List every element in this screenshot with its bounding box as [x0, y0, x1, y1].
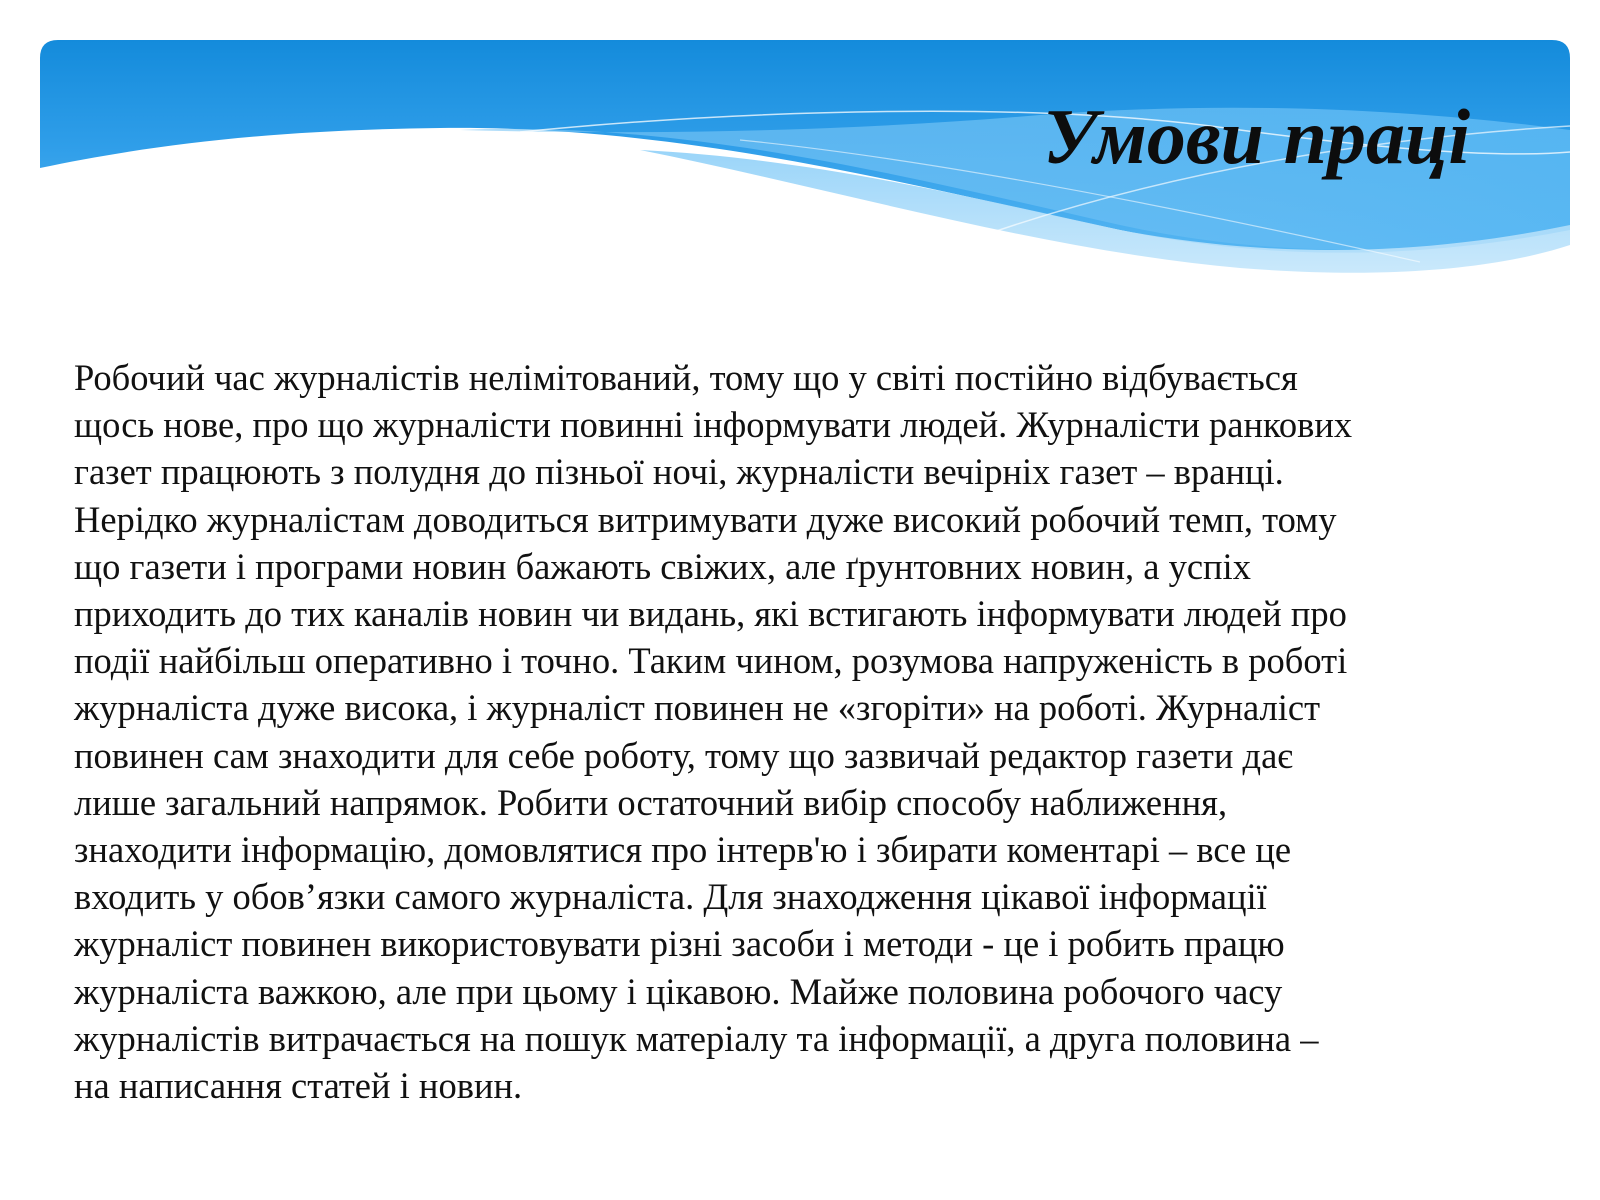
body-paragraph [74, 354, 1514, 1109]
body-line: знаходити інформацію, домовлятися про інтерв'ю і збирати коментарі – все це [74, 829, 1292, 871]
body-line: Нерідко журналістам доводиться витримувати дуже високий робочий темп, тому [74, 498, 1337, 540]
body-line: газет працюють з полудня до пізньої ночі, журналісти вечірніх газет – вранці. [74, 451, 1284, 493]
body-line: журналіста дуже висока, і журналіст повинен не «згоріти» на роботі. Журналіст [74, 687, 1321, 729]
body-line: повинен сам знаходити для себе роботу, тому що зазвичай редактор газети дає [74, 734, 1293, 776]
body-line: на написання статей і новин. [74, 1065, 523, 1107]
body-line: Робочий час журналістів нелімітований, тому що у світі постійно відбувається [74, 357, 1298, 398]
body-line: що газети і програми новин бажають свіжих, але ґрунтовних новин, а успіх [74, 545, 1251, 587]
slide-title: Умови праці [1043, 93, 1470, 180]
body-line: журналіста важкою, але при цьому і цікавою. Майже половина робочого часу [74, 970, 1283, 1012]
body-line: журналістів витрачається на пошук матеріалу та інформації, а друга половина – [74, 1017, 1319, 1059]
body-line: приходить до тих каналів новин чи видань, які встигають інформувати людей про [74, 593, 1347, 635]
body-line: події найбільш оперативно і точно. Таким чином, розумова напруженість в роботі [74, 640, 1348, 682]
body-line: журналіст повинен використовувати різні засоби і методи - це і робить працю [74, 923, 1285, 965]
body-line: лише загальний напрямок. Робити остаточний вибір способу наближення, [74, 781, 1228, 823]
body-line: входить у обов’язки самого журналіста. Для знаходження цікавої інформації [74, 876, 1267, 918]
body-line: щось нове, про що журналісти повинні інформувати людей. Журналісти ранкових [74, 404, 1353, 446]
